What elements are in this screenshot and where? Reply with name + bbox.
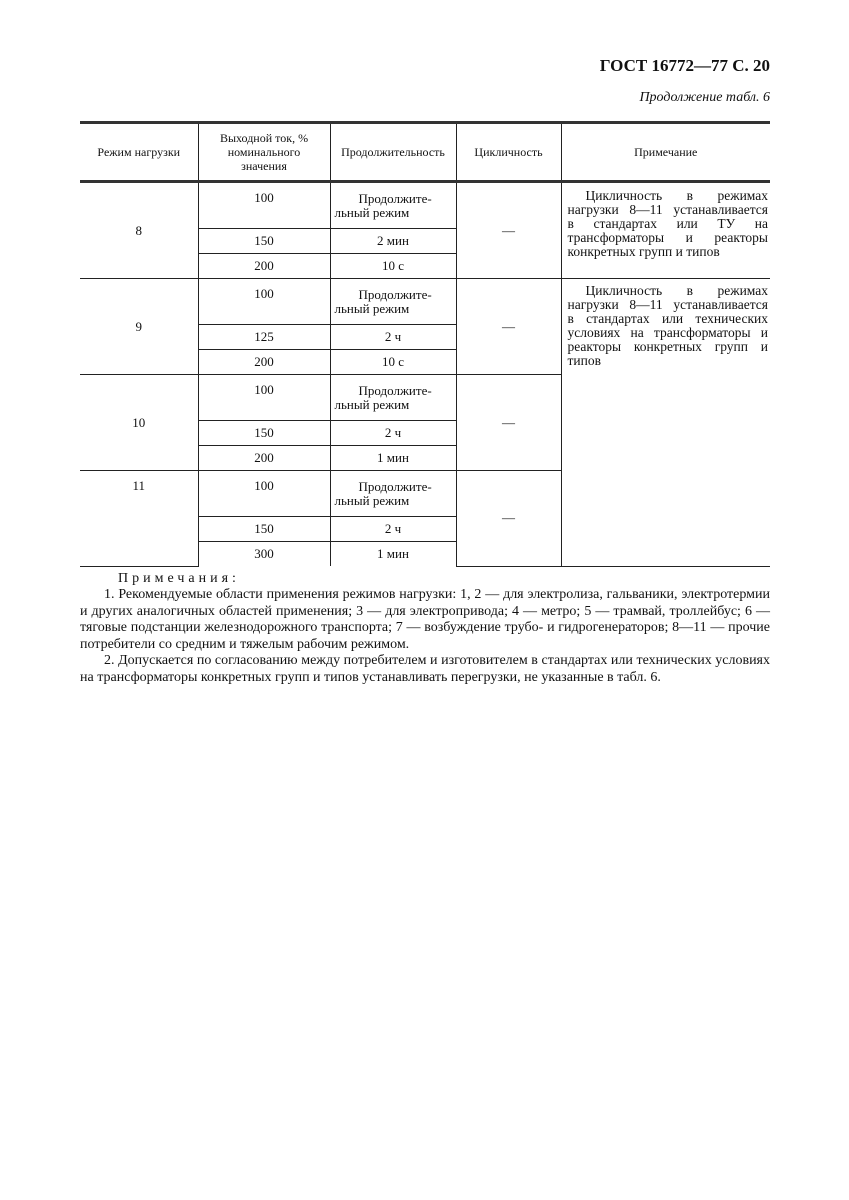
duration-cell: 1 мин — [330, 542, 456, 567]
duration-cell: Продолжите- льный режим — [330, 279, 456, 325]
duration-cell: Продолжите- льный режим — [330, 182, 456, 229]
note-cell: Цикличность в режимах нагрузки 8—11 устанавливается в стандартах или технических условиях на трансформаторы и реакторы конкретных групп и типов — [561, 279, 770, 567]
note-item: 2. Допускается по согласованию между потребителем и изготовителем в стандартах или технических условиях на трансформаторы конкретных групп и типов устанавливать перегрузки, не указанные в табл. 6. — [80, 653, 770, 685]
col-header-note: Примечание — [561, 123, 770, 182]
duration-cell: 2 ч — [330, 325, 456, 350]
col-header-duration: Продолжительность — [330, 123, 456, 182]
table-header-row — [80, 123, 770, 182]
note-cell: Цикличность в режимах нагрузки 8—11 устанавливается в стандартах или ТУ на трансформаторы и реакторы конкретных групп и типов — [561, 182, 770, 279]
duration-cell: 2 ч — [330, 517, 456, 542]
duration-cell: 10 с — [330, 254, 456, 279]
col-header-cyclicity: Цикличность — [456, 123, 561, 182]
cyclicity-cell: — — [456, 182, 561, 279]
current-cell: 100 — [198, 471, 330, 517]
current-cell: 125 — [198, 325, 330, 350]
content-flow — [80, 121, 770, 686]
duration-cell: 10 с — [330, 350, 456, 375]
duration-cell: 1 мин — [330, 446, 456, 471]
cyclicity-cell: — — [456, 375, 561, 471]
cyclicity-cell: — — [456, 471, 561, 567]
current-cell: 200 — [198, 350, 330, 375]
duration-cell: Продолжите- льный режим — [330, 471, 456, 517]
load-modes-table — [80, 121, 770, 567]
current-cell: 150 — [198, 229, 330, 254]
duration-cell: 2 мин — [330, 229, 456, 254]
table-continuation-label: Продолжение табл. 6 — [639, 90, 770, 105]
col-header-current: Выходной ток, % номинального значения — [198, 123, 330, 182]
duration-cell: Продолжите- льный режим — [330, 375, 456, 421]
current-cell: 200 — [198, 446, 330, 471]
mode-cell: 11 — [80, 471, 198, 567]
current-cell: 150 — [198, 517, 330, 542]
cyclicity-cell: — — [456, 279, 561, 375]
notes-section — [80, 571, 770, 687]
mode-cell: 8 — [80, 182, 198, 279]
table-row — [80, 182, 770, 229]
mode-cell: 10 — [80, 375, 198, 471]
standard-page-header: ГОСТ 16772—77 С. 20 — [599, 56, 770, 75]
current-cell: 100 — [198, 182, 330, 229]
current-cell: 100 — [198, 375, 330, 421]
table-row — [80, 279, 770, 325]
duration-cell: 2 ч — [330, 421, 456, 446]
col-header-mode: Режим нагрузки — [80, 123, 198, 182]
mode-cell: 9 — [80, 279, 198, 375]
current-cell: 100 — [198, 279, 330, 325]
note-item: 1. Рекомендуемые области применения режимов нагрузки: 1, 2 — для электролиза, гальваники, электротермии и других аналогичных областей применения; 3 — для электропривода; 4 — метро; 5 — трамвай, троллейбус; 6 — тяговые подстанции железнодорожного транспорта; 7 — возбуждение трубо- и гидрогенераторов; 8—11 — прочие потребители со средним и тяжелым рабочим режимом. — [80, 587, 770, 652]
current-cell: 150 — [198, 421, 330, 446]
notes-title: Примечания: — [118, 570, 240, 586]
current-cell: 200 — [198, 254, 330, 279]
current-cell: 300 — [198, 542, 330, 567]
